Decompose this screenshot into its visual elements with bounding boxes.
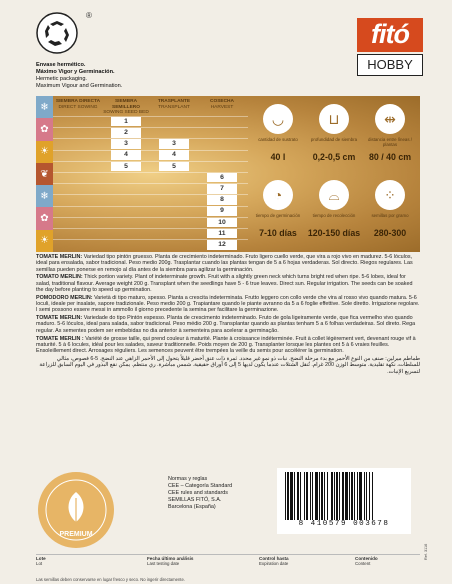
- spec-germination: [250, 180, 306, 238]
- col-head-direct: [55, 99, 101, 110]
- description-text: Variété de grosse taille, qui prend couleur à maturité. Plante à croissance indéterminée. Fruit à collet légèrement vert, devenant rouge vif à maturité. 5 à 6 locules, idéal pour les salades, saveur traditionnelle. Poids moyen de 200 g. Transplanter lorsque les plantes ont 5 à 6 vraies feuilles. Ensoleillement direct. Arrosages réguliers. Les semences peuvent être trempées la veille du semis pour accélérer la germination.: [36, 335, 416, 355]
- barcode-bar: [354, 472, 355, 520]
- spec-label: cantidad de sustrato: [258, 137, 298, 142]
- description-en: [36, 274, 420, 293]
- barcode-bar: [319, 472, 320, 520]
- variety-name: TOMATE MERLIN :: [36, 335, 84, 342]
- month-cell: 10: [207, 218, 237, 228]
- tagline-es-2: Máximo Vigor y Germinación.: [36, 69, 115, 75]
- sowing-info-panel: [36, 96, 420, 252]
- description-pt: [36, 315, 420, 334]
- spec-label: distancia entre líneas / plantas: [368, 137, 412, 147]
- description-text: Variedade do tipo Pintón espesso. Planta de crescimento indeterminado. Fruto de gola ligeiramente verde, que fica vermelho vivo quando maduro. 5-6 lóculos, ideal para salada, sabor tradicional. Peso médio 200 g. Transplantar quando as plantas tenham 5 a 6 folhas verdadeiras. Sol direto. Rega regular. As sementes podem ser embebidas no dia anterior à sementeira para acelerar a germinação.: [36, 315, 416, 334]
- month-cell: 5: [159, 162, 189, 172]
- col-direct-label-en: DIRECT SOWING: [58, 104, 98, 110]
- spec-label: semillas por gramo: [371, 213, 409, 218]
- pot-icon: ◡: [263, 104, 293, 134]
- field-label: Contenido: [355, 556, 378, 561]
- barcode-bar: [364, 472, 365, 520]
- recycle-icon: [36, 12, 78, 54]
- depth-icon: ⊔: [319, 104, 349, 134]
- variety-name: TOMATO MERLIN:: [36, 274, 83, 281]
- barcode-bar: [339, 472, 340, 520]
- field-content: [355, 556, 378, 566]
- tagline-en-2: Maximum Vigour and Germination.: [36, 83, 123, 89]
- col-head-harvest: [199, 99, 245, 110]
- month-cell: 1: [111, 117, 141, 127]
- month-cell: 2: [111, 128, 141, 138]
- variety-name: TOMATE MERLIN:: [36, 315, 83, 322]
- snowflake-icon: ❄: [36, 96, 53, 118]
- month-cell: 3: [159, 139, 189, 149]
- norms-line: Barcelona (España): [168, 504, 216, 510]
- barcode-bar: [310, 472, 311, 520]
- field-lot: [36, 556, 46, 566]
- description-fr: [36, 336, 420, 355]
- field-label-en: Expiration date: [259, 561, 289, 567]
- sowing-calendar: [53, 96, 248, 252]
- field-label: Lote: [36, 556, 46, 561]
- barcode-bar: [321, 472, 323, 520]
- season-strip: [36, 96, 53, 252]
- description-text: Varietà di tipo maturo, spesso. Pianta a crescita indeterminata. Frutto leggero con collo verde che vira al rosso vivo quando matura. 5-6 loculi, ideale per insalate, sapore tradizionale. Peso medio 200 g. Trapiantare quando le piante avranno da 5 a 6 foglie effettive. Sole diretto. Irrigazione regolare. I semi possono essere messi in ammollo il giorno precedente la semina per facilitare la germinazione.: [36, 294, 420, 314]
- barcode-bar: [285, 472, 286, 520]
- storage-footnote: Las semillas deben conservarse en lugar fresco y seco. No ingerir directamente.: [36, 577, 185, 582]
- barcode-bar: [306, 472, 308, 520]
- col-harvest-label: COSECHA: [210, 99, 234, 104]
- spec-value: 80 / 40 cm: [368, 152, 412, 162]
- barcode-bar: [336, 472, 338, 520]
- variety-name: TOMATE MERLIN:: [36, 254, 83, 260]
- logo-brand-text: fitó: [371, 19, 409, 49]
- barcode-bar: [294, 472, 295, 520]
- flower-icon: ✿: [36, 118, 53, 140]
- month-cell: 3: [111, 139, 141, 149]
- spec-depth: [306, 104, 362, 162]
- spacing-icon: ⇹: [375, 104, 405, 134]
- barcode-bar: [345, 472, 348, 520]
- packaging-tagline: [36, 62, 122, 90]
- snowflake-icon: ❄: [36, 185, 53, 207]
- month-cell: 12: [207, 240, 237, 250]
- logo-line-text: HOBBY: [357, 54, 423, 76]
- col-direct-label: SIEMBRA DIRECTA: [55, 99, 101, 104]
- field-label-en: Last testing date: [147, 561, 180, 567]
- col-harvest-label-en: HARVEST: [210, 104, 234, 110]
- field-label-en: Lot: [36, 561, 43, 567]
- spec-substrate: [250, 104, 306, 162]
- barcode-bar: [359, 472, 362, 520]
- description-text: Thick portion variety. Plant of indeterminate growth. Fruit with a slightly green neck which turns bright red when ripe. 5-6 lobes, ideal for salad, traditional flavour. Average weight 200 g. Transplant when the seedlings have 5 - 6 true leaves. Direct sun. Regular irrigation. The seeds can be soaked the day before planting to speed up germination.: [36, 274, 413, 293]
- registered-mark: ®: [86, 11, 92, 20]
- spec-seeds-per-gram: [362, 180, 418, 238]
- sun-icon: ☀: [36, 230, 53, 252]
- description-es: [36, 254, 420, 273]
- barcode-bar: [331, 472, 333, 520]
- leaf-icon: ❦: [36, 163, 53, 185]
- norms-line: Normas y reglas: [168, 476, 208, 482]
- spec-value: 280-300: [373, 228, 407, 238]
- month-cell: 5: [111, 162, 141, 172]
- reference-code: Ref. 3116: [424, 543, 428, 560]
- field-expiration: [259, 556, 289, 566]
- spec-value: 40 l: [270, 152, 286, 162]
- description-it: [36, 295, 420, 314]
- month-cell: 6: [207, 173, 237, 183]
- barcode-bar: [290, 472, 293, 520]
- basket-icon: ⌓: [319, 180, 349, 210]
- barcode-bar: [327, 472, 328, 520]
- premium-seal: [36, 470, 116, 550]
- flower-icon: ✿: [36, 207, 53, 229]
- barcode-bar: [297, 472, 299, 520]
- variety-name: POMODORO MERLIN:: [36, 294, 93, 301]
- tagline-es-1: Envase hermético.: [36, 62, 86, 68]
- barcode-bars: [285, 472, 403, 520]
- barcode: [277, 468, 411, 534]
- logo-top-block: [357, 18, 423, 52]
- month-cell: 4: [111, 150, 141, 160]
- spec-value: 0,2-0,5 cm: [312, 152, 356, 162]
- col-head-seedbed: [103, 99, 149, 116]
- month-cell: 8: [207, 195, 237, 205]
- norms-line: CEE rules and standards: [168, 490, 228, 496]
- col-seedbed-label-en: SOWING SEED BED: [103, 110, 149, 116]
- barcode-bar: [315, 472, 318, 520]
- brand-logo: [357, 18, 423, 78]
- col-transplant-label-en: TRANSPLANT: [158, 104, 190, 110]
- norms-line: SEMILLAS FITÓ, S.A.: [168, 497, 222, 503]
- clock-icon: ◔: [263, 180, 293, 210]
- spec-spacing: [362, 104, 418, 162]
- col-seedbed-label: SIEMBRA SEMILLERO: [112, 99, 140, 110]
- month-cell: 9: [207, 206, 237, 216]
- barcode-bar: [287, 472, 289, 520]
- spec-label: tiempo de germinación: [255, 213, 301, 218]
- spec-label: tiempo de recolección: [312, 213, 356, 218]
- barcode-bar: [351, 472, 353, 520]
- barcode-bar: [334, 472, 335, 520]
- barcode-bar: [349, 472, 350, 520]
- norms-block: [168, 476, 232, 511]
- description-ar: طماطم ميرلين: صنف من النوع الأحمر مع بدء مرحلة النضج. نبات ذو نمو غير محدد. ثمرة ذات عنق أخضر قليلاً يتحول إلى الأحمر الزاهي عند النضج. 5-6 فصوص، مثالي للسلطات، نكهة تقليدية. متوسط الوزن 200 غرام. تُنقل الشتلات عندما يكون لديها 5 إلى 6 أوراق حقيقية. شمس مباشرة. ري منتظم. يمكن نقع البذور في اليوم السابق للزراعة لتسريع الإنبات.: [39, 355, 420, 375]
- month-cell: 4: [159, 150, 189, 160]
- barcode-bar: [366, 472, 367, 520]
- barcode-digits: 8 410579 003678: [298, 520, 390, 528]
- norms-line: CEE – Categoría Standard: [168, 483, 233, 489]
- tagline-en-1: Hermetic packaging.: [36, 76, 87, 82]
- field-label-en: Content: [355, 561, 371, 567]
- spec-value: 120-150 días: [307, 228, 361, 238]
- seeds-icon: ⁘: [375, 180, 405, 210]
- month-cell: 7: [207, 184, 237, 194]
- spec-harvest-time: [306, 180, 362, 238]
- field-label: Fecha último análisis: [147, 556, 194, 561]
- barcode-bar: [304, 472, 305, 520]
- barcode-bar: [324, 472, 325, 520]
- col-head-transplant: [151, 99, 197, 110]
- month-cell: 11: [207, 229, 237, 239]
- col-transplant-label: TRASPLANTE: [157, 99, 191, 104]
- cultivation-specs: [248, 96, 420, 252]
- barcode-bar: [357, 472, 358, 520]
- field-label: Control hasta: [259, 556, 289, 561]
- barcode-bar: [369, 472, 370, 520]
- field-last-analysis: [147, 556, 193, 566]
- divider: [36, 554, 420, 555]
- seal-text: PREMIUM: [59, 531, 93, 538]
- description-text: Variedad tipo pintón gruesso. Planta de crecimiento indeterminado. Fruto ligero cuello verde, que vira a rojo vivo en madurez. 5-6 lóculos, ideal para ensalada, sabor tradicional. Peso medio 200g. Trasplantar cuando las plantas tengan de 5 a 6 hojas verdaderas. Sol directo. Riegos regulares. Las semillas pueden ponerse en remojo al día antes de la siembra para agilizar la germinación.: [36, 254, 413, 273]
- barcode-bar: [372, 472, 373, 520]
- sun-icon: ☀: [36, 141, 53, 163]
- barcode-bar: [312, 472, 313, 520]
- spec-label: profundidad de siembra: [310, 137, 358, 142]
- variety-descriptions: [36, 254, 420, 375]
- barcode-bar: [300, 472, 301, 520]
- barcode-bar: [342, 472, 344, 520]
- spec-value: 7-10 días: [259, 228, 297, 238]
